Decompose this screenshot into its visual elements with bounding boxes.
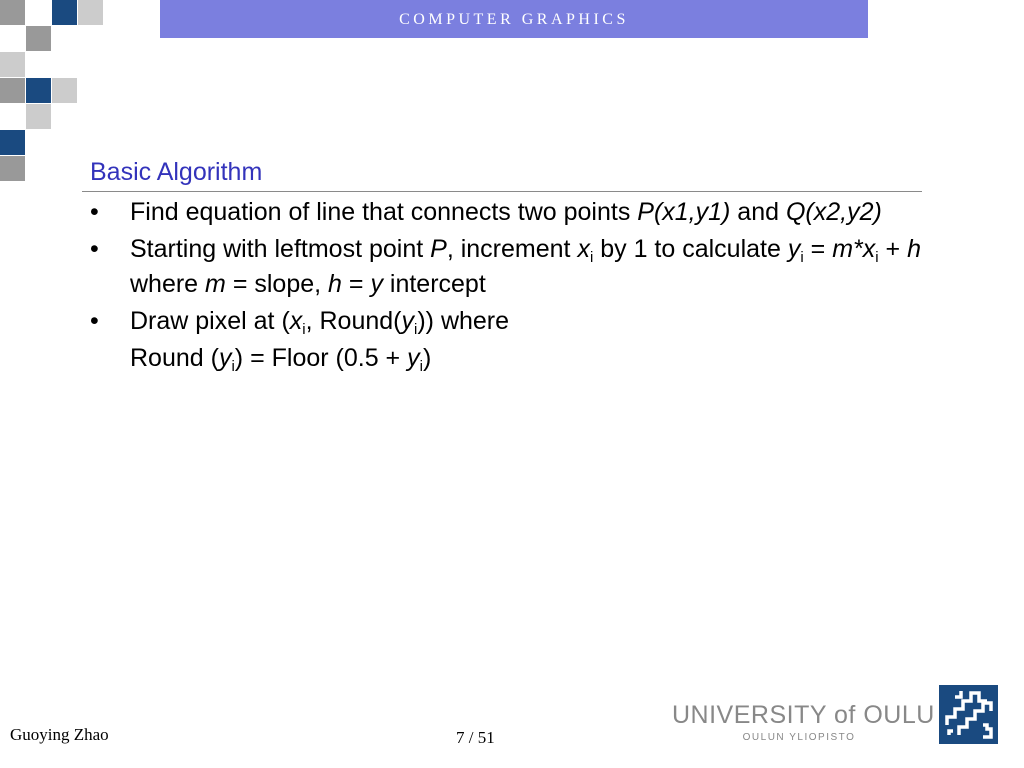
var-y: y (370, 270, 383, 298)
var-x: x (862, 235, 876, 263)
var-p: P (430, 235, 447, 263)
bullet-continuation (90, 343, 930, 374)
subscript: i (231, 358, 235, 375)
bullet-text: = slope, (225, 270, 329, 298)
var-x: x (289, 307, 303, 335)
deco-square (0, 52, 25, 77)
subscript: i (302, 321, 306, 338)
bullet-text: ) (422, 344, 432, 372)
var-m: m (205, 270, 226, 298)
bullet-text: = (341, 270, 371, 298)
deco-square (0, 78, 25, 103)
operator: * (853, 235, 863, 263)
bullet-text: Find equation of line that connects two points (130, 198, 638, 226)
subscript: i (414, 321, 418, 338)
bullet-dot: • (90, 307, 99, 335)
bullet-text: Starting with leftmost point (130, 235, 431, 263)
slide-heading: Basic Algorithm (90, 158, 263, 186)
bullet-text: )) where (417, 307, 510, 335)
var-h: h (907, 235, 921, 263)
deco-square (26, 26, 51, 51)
var-y: y (407, 344, 420, 372)
bullet-dot: • (90, 235, 99, 263)
point-q: Q(x2,y2) (785, 198, 882, 226)
bullet-text: by 1 to calculate (593, 235, 788, 263)
deco-square (0, 156, 25, 181)
point-p: P(x1,y1) (637, 198, 731, 226)
subscript: i (875, 249, 879, 266)
bullet-text: Draw pixel at ( (130, 307, 290, 335)
bullet-text: and (730, 198, 786, 226)
bullet-text: = (803, 235, 833, 263)
bullet-dot: • (90, 198, 99, 226)
header-banner: COMPUTER GRAPHICS (160, 0, 868, 38)
deco-square (78, 0, 103, 25)
deco-square (52, 0, 77, 25)
var-x: x (577, 235, 590, 263)
bullet-item (90, 234, 930, 265)
bullet-text: intercept (382, 270, 486, 298)
var-y: y (218, 344, 232, 372)
university-wordmark (672, 701, 935, 743)
bullet-item (90, 306, 930, 337)
bullet-text: where (130, 270, 206, 298)
university-subtitle: OULUN YLIOPISTO (742, 732, 856, 743)
deco-square (52, 78, 77, 103)
bullet-list (90, 197, 930, 380)
bullet-text: + (878, 235, 908, 263)
footer-author: Guoying Zhao (10, 725, 109, 744)
page-number: 7 / 51 (456, 728, 495, 747)
bullet-text: , increment (446, 235, 578, 263)
bullet-continuation (90, 269, 930, 300)
deco-square (26, 104, 51, 129)
var-m: m (832, 235, 854, 263)
heading-divider (82, 191, 922, 192)
bullet-text: Round ( (130, 344, 219, 372)
deco-square (0, 130, 25, 155)
bullet-text: , Round( (305, 307, 402, 335)
deco-square (26, 78, 51, 103)
var-h: h (328, 270, 342, 298)
var-y: y (787, 235, 801, 263)
bullet-item (90, 197, 930, 228)
university-name: UNIVERSITY of OULU (672, 701, 935, 729)
subscript: i (419, 358, 423, 375)
university-logo-icon (939, 685, 998, 744)
bullet-text: ) = Floor (0.5 + (234, 344, 408, 372)
logo-emblem-icon (939, 685, 998, 744)
subscript: i (800, 249, 804, 266)
subscript: i (589, 249, 594, 266)
var-y: y (401, 307, 414, 335)
deco-square (0, 0, 25, 25)
